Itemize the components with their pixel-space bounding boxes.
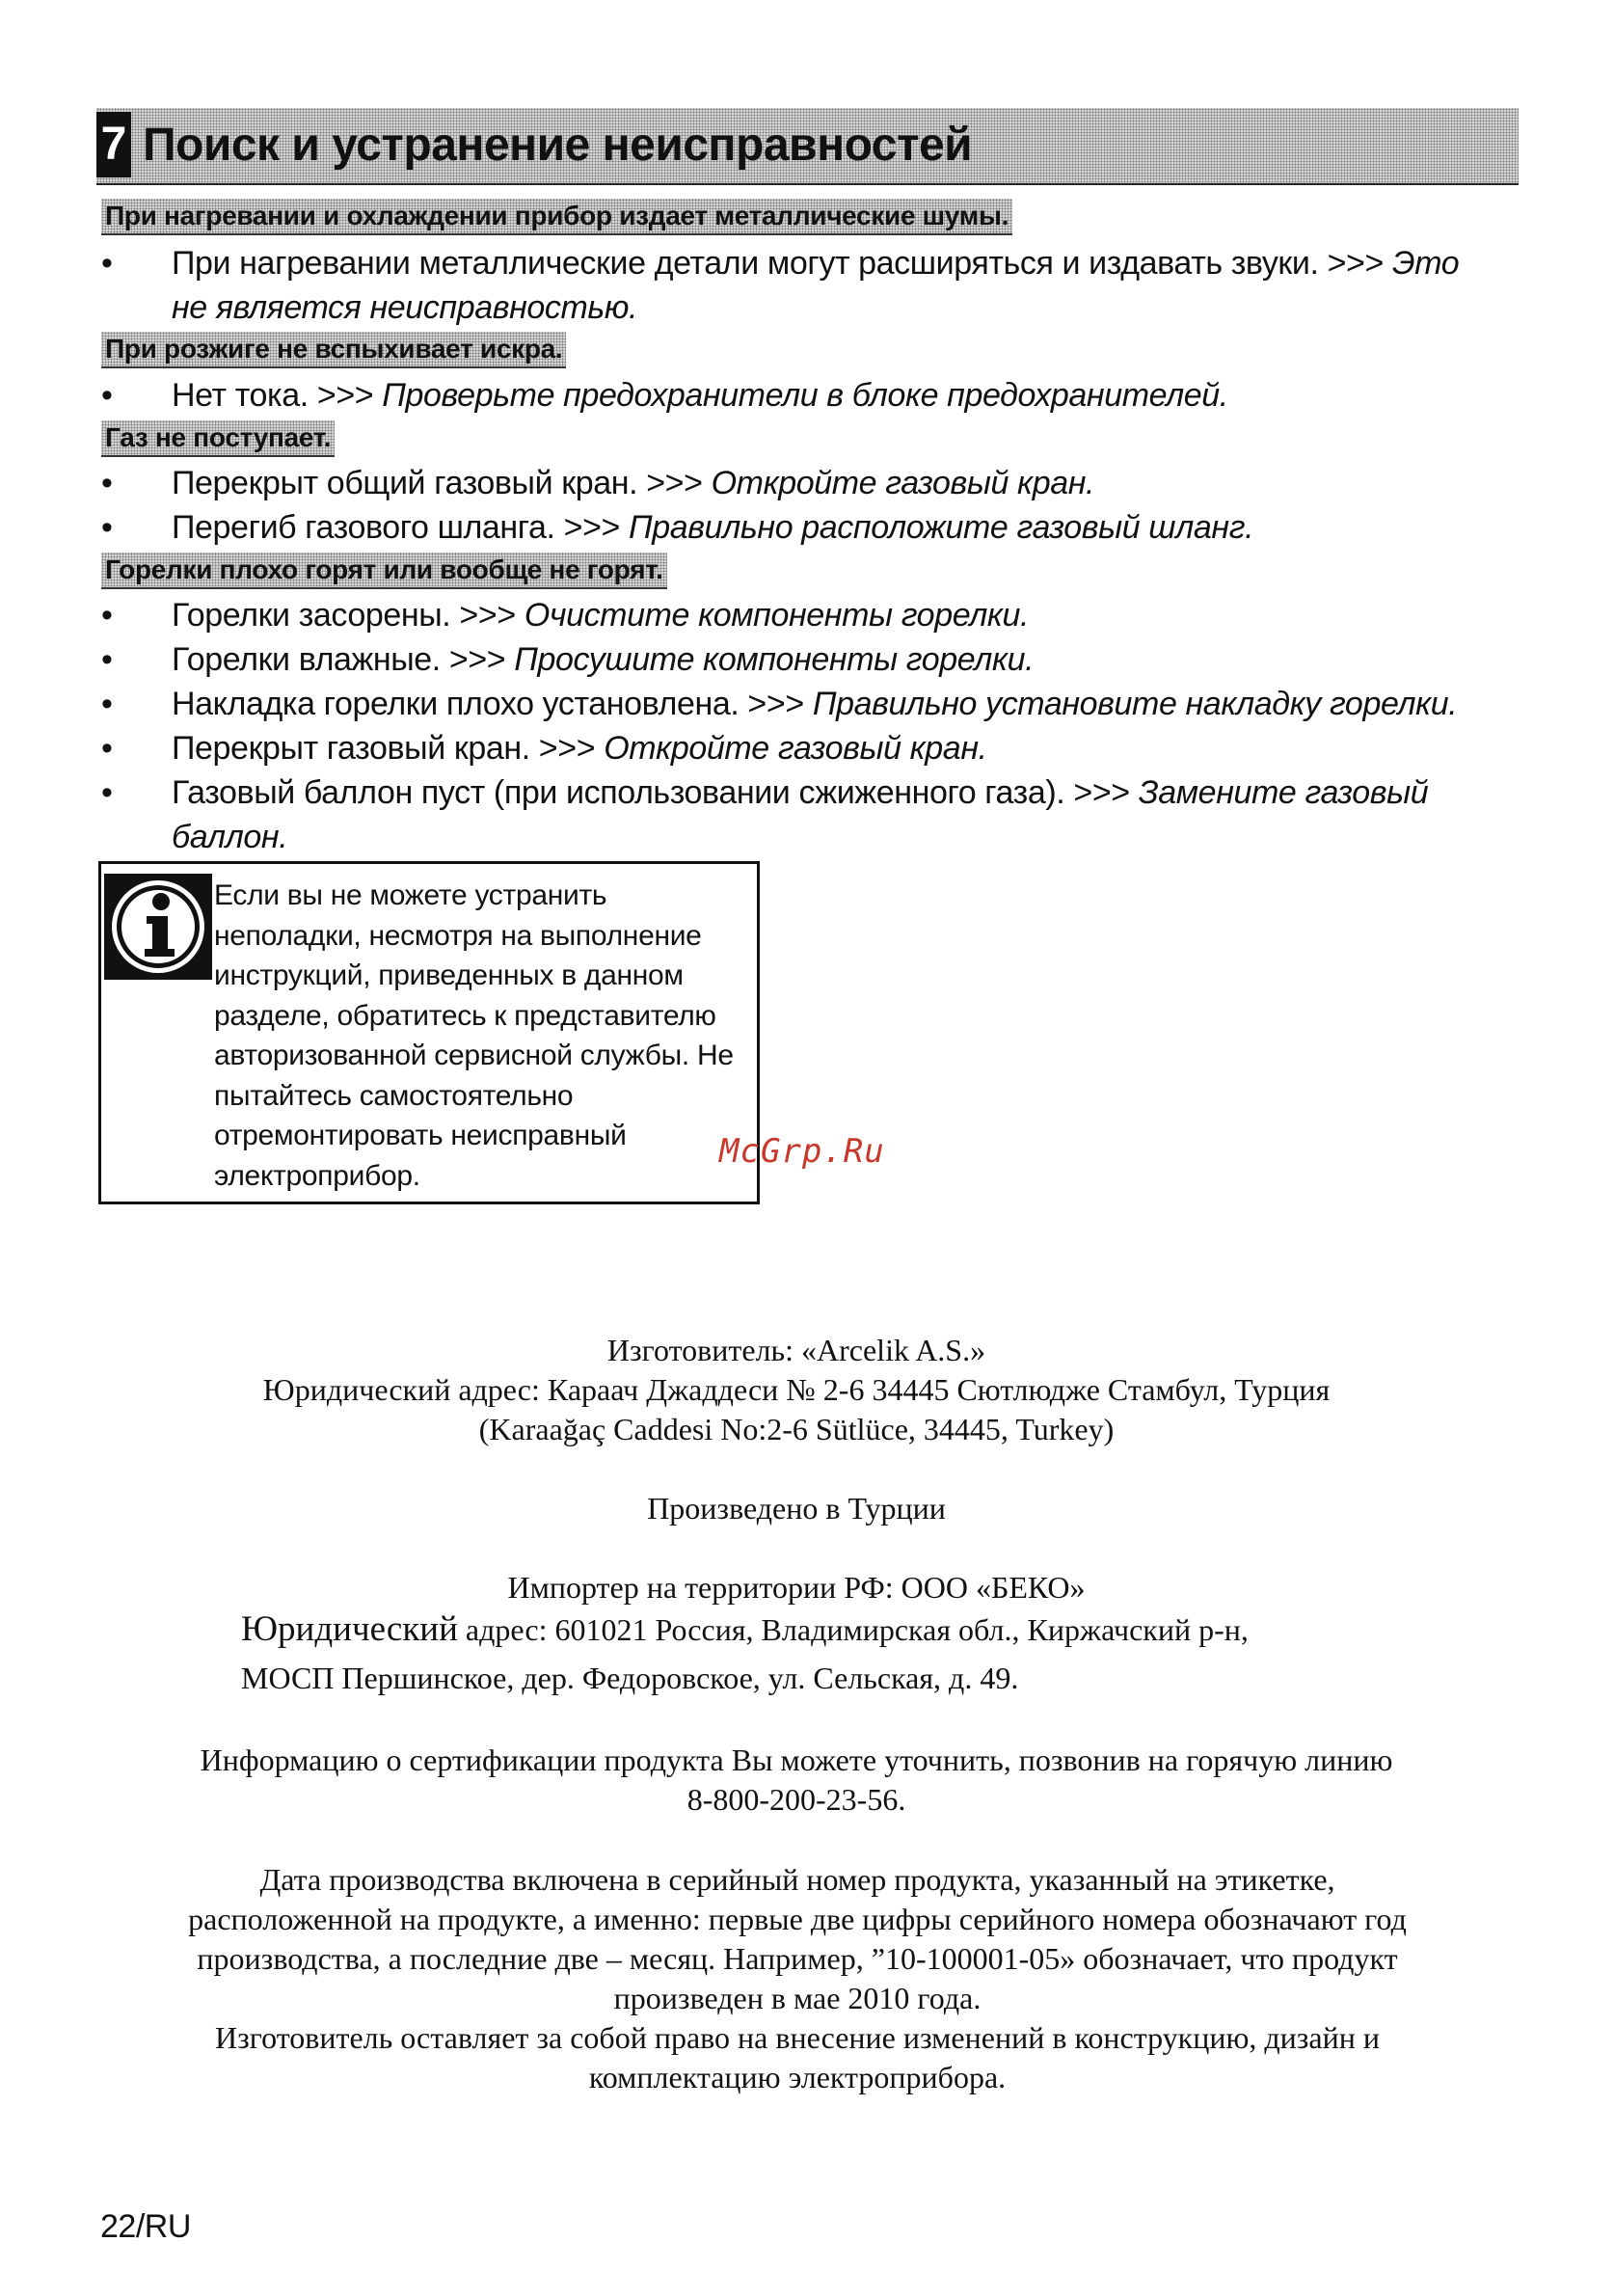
manufacturer-address: Юридический адрес: Караач Джаддеси № 2-6 34445 Сютлюдже Стамбул, Турция xyxy=(262,1372,1331,1407)
cause-heading: При нагревании и охлаждении прибор издает металлические шумы. xyxy=(101,199,1012,235)
info-line: пытайтесь самостоятельно xyxy=(214,1079,574,1112)
list-item xyxy=(101,637,1490,682)
importer-address-line: МОСП Першинское, дер. Федоровское, ул. Сельская, д. 49. xyxy=(241,1661,1019,1695)
problem-text: Перегиб газового шланга. >>> xyxy=(172,509,630,546)
certification-text: Информацию о сертификации продукта Вы можете уточнить, позвонив на горячую линию xyxy=(200,1742,1393,1777)
bullet: • xyxy=(101,377,113,414)
cause-heading: Горелки плохо горят или вообще не горят. xyxy=(101,553,667,589)
disclaimer-line: комплектацию электроприбора. xyxy=(588,2060,1007,2094)
bullet: • xyxy=(101,774,113,811)
list-item xyxy=(101,682,1490,726)
section-header xyxy=(96,108,1519,185)
list-item xyxy=(101,593,1490,637)
bullet: • xyxy=(101,597,113,634)
page-title: Поиск и устранение неисправностей xyxy=(143,120,973,171)
info-line: отремонтировать неисправный xyxy=(214,1120,627,1151)
importer-name: Импортер на территории РФ: ООО «БЕКО» xyxy=(507,1570,1086,1605)
info-line: неполадки, несмотря на выполнение xyxy=(214,919,702,952)
action-text: Правильно расположите газовый шланг. xyxy=(629,509,1254,546)
problem-text: Перекрыт общий газовый кран. >>> xyxy=(172,465,712,501)
problem-text: Перекрыт газовый кран. >>> xyxy=(172,730,605,767)
action-text: Просушите компоненты горелки. xyxy=(514,641,1035,678)
info-box xyxy=(98,861,760,1204)
problem-text: Накладка горелки плохо установлена. >>> xyxy=(172,686,813,722)
list-item xyxy=(101,770,1490,859)
problem-text: При нагревании металлические детали могут расширяться и издавать звуки. >>> xyxy=(172,245,1392,282)
info-line: авторизованной сервисной службы. Не xyxy=(214,1040,734,1071)
info-text xyxy=(214,876,754,1196)
info-line: разделе, обратитесь к представителю xyxy=(214,999,716,1032)
hotline-phone: 8-800-200-23-56. xyxy=(686,1782,906,1817)
importer-address-label: Юридический xyxy=(241,1609,458,1649)
page-number: 22/RU xyxy=(100,2208,191,2245)
watermark: McGrp.Ru xyxy=(719,1132,885,1171)
bullet: • xyxy=(101,509,113,546)
problem-text: Горелки влажные. >>> xyxy=(172,641,515,678)
problem-text: Газовый баллон пуст (при использовании сжиженного газа). >>> xyxy=(172,774,1139,811)
production-date-line: произведен в мае 2010 года. xyxy=(613,1981,982,2015)
cause-heading: При розжиге не вспыхивает искра. xyxy=(101,332,566,368)
problem-text: Горелки засорены. >>> xyxy=(172,597,525,634)
made-in: Произведено в Турции xyxy=(647,1491,946,1526)
manufacturer-address-latin: (Karaağaç Caddesi No:2-6 Sütlüce, 34445, Turkey) xyxy=(478,1412,1115,1446)
manufacturer-block xyxy=(96,1331,1496,1449)
info-line: инструкций, приведенных в данном xyxy=(214,959,684,991)
production-date-line: Дата производства включена в серийный номер продукта, указанный на этикетке, xyxy=(259,1862,1335,1897)
bullet: • xyxy=(101,730,113,767)
action-text: Замените газовый баллон. xyxy=(172,774,1429,855)
list-item xyxy=(101,726,1490,770)
list-item xyxy=(101,505,1490,550)
production-date-block xyxy=(87,1860,1508,2097)
production-date-line: производства, а последние две – месяц. Например, ”10-100001-05» обозначает, что продукт xyxy=(197,1941,1398,1976)
manufacturer-name: Изготовитель: «Arcelik A.S.» xyxy=(606,1333,986,1367)
section-number: 7 xyxy=(96,112,131,177)
importer-address xyxy=(241,1609,1494,1650)
info-line: электроприбор. xyxy=(214,1159,420,1192)
info-line: Если вы не можете устранить xyxy=(214,879,607,911)
disclaimer-line: Изготовитель оставляет за собой право на внесение изменений в конструкцию, дизайн и xyxy=(215,2020,1380,2055)
list-item xyxy=(101,241,1490,330)
bullet: • xyxy=(101,641,113,678)
problem-text: Нет тока. >>> xyxy=(172,377,383,414)
certification-block xyxy=(96,1741,1496,1820)
list-item xyxy=(101,373,1490,418)
list-item xyxy=(101,461,1490,505)
bullet: • xyxy=(101,686,113,722)
action-text: Откройте газовый кран. xyxy=(711,465,1095,501)
cause-heading: Газ не поступает. xyxy=(101,420,335,457)
production-date-line: расположенной на продукте, а именно: первые две цифры серийного номера обозначают год xyxy=(188,1902,1407,1936)
action-text: Правильно установите накладку горелки. xyxy=(812,686,1458,722)
bullet: • xyxy=(101,465,113,501)
bullet: • xyxy=(101,245,113,282)
action-text: Это не является неисправностью. xyxy=(172,245,1460,326)
action-text: Откройте газовый кран. xyxy=(604,730,987,767)
info-icon xyxy=(104,874,212,980)
action-text: Проверьте предохранители в блоке предохранителей. xyxy=(382,377,1228,414)
importer-address-line: адрес: 601021 Россия, Владимирская обл., Киржачский р-н, xyxy=(457,1612,1249,1647)
action-text: Очистите компоненты горелки. xyxy=(524,597,1030,634)
